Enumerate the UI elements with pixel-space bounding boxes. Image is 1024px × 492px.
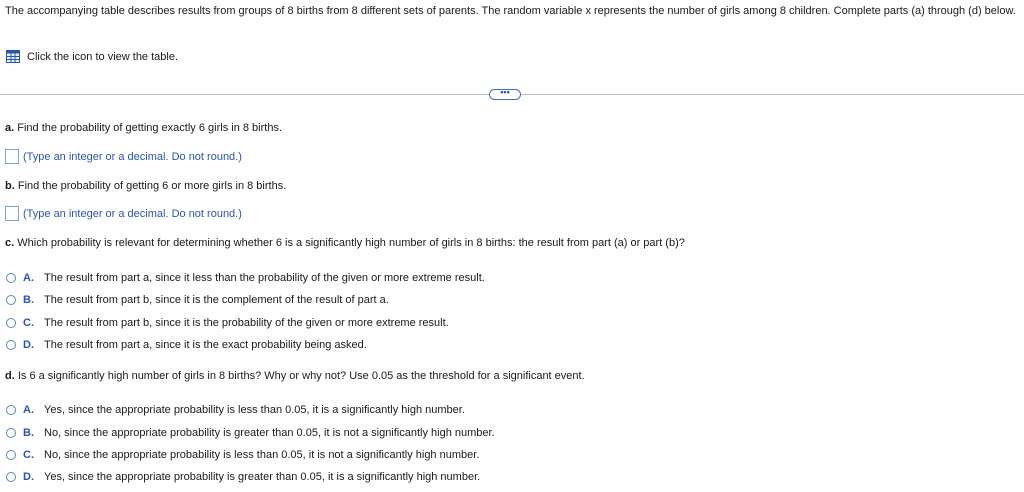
option-letter: C.: [23, 449, 34, 461]
option-text[interactable]: Yes, since the appropriate probability is less than 0.05, it is a significantly high number.: [44, 404, 465, 416]
option-letter: B.: [23, 294, 34, 306]
ellipsis-icon: •••: [500, 87, 510, 97]
part-b-answer-row: [5, 206, 242, 221]
part-d-option-a[interactable]: [6, 404, 465, 416]
part-b-answer-input[interactable]: [5, 206, 19, 221]
part-c-letter: c.: [5, 237, 15, 249]
option-letter: C.: [23, 317, 34, 329]
part-a-question: [5, 122, 282, 134]
option-letter: D.: [23, 471, 34, 483]
part-c-option-a[interactable]: [6, 272, 485, 284]
table-grid-icon[interactable]: [6, 50, 20, 63]
option-text[interactable]: The result from part b, since it is the probability of the given or more extreme result.: [44, 317, 449, 329]
part-d-option-b[interactable]: [6, 427, 495, 439]
radio-button[interactable]: [6, 318, 16, 328]
radio-button[interactable]: [6, 472, 16, 482]
part-d-option-d[interactable]: [6, 471, 480, 483]
part-a-text: Find the probability of getting exactly 6 girls in 8 births.: [17, 122, 282, 134]
part-c-question: [5, 237, 685, 249]
option-letter: A.: [23, 404, 34, 416]
part-d-text: Is 6 a significantly high number of girls in 8 births? Why or why not? Use 0.05 as the threshold for a significant event.: [17, 370, 585, 382]
option-text[interactable]: The result from part b, since it is the complement of the result of part a.: [44, 294, 389, 306]
part-c-option-c[interactable]: [6, 317, 449, 329]
option-text[interactable]: The result from part a, since it less than the probability of the given or more extreme result.: [44, 272, 485, 284]
part-a-answer-input[interactable]: [5, 149, 19, 164]
part-a-letter: a.: [5, 122, 15, 134]
part-c-option-d[interactable]: [6, 339, 367, 351]
option-text[interactable]: The result from part a, since it is the exact probability being asked.: [44, 339, 367, 351]
radio-button[interactable]: [6, 340, 16, 350]
radio-button[interactable]: [6, 428, 16, 438]
option-letter: A.: [23, 272, 34, 284]
option-letter: B.: [23, 427, 34, 439]
option-letter: D.: [23, 339, 34, 351]
radio-button[interactable]: [6, 273, 16, 283]
expand-more-button[interactable]: [489, 89, 521, 100]
radio-button[interactable]: [6, 450, 16, 460]
view-table-label[interactable]: Click the icon to view the table.: [27, 50, 179, 63]
part-d-question: [5, 370, 585, 382]
part-c-text: Which probability is relevant for determining whether 6 is a significantly high number of girls in 8 births: the result from part (a) or part (b)?: [17, 237, 685, 249]
problem-intro: The accompanying table describes results from groups of 8 births from 8 different sets of parents. The random variable x represents the number of girls among 8 children. Complete parts (a) through (d) below.: [5, 5, 1016, 17]
option-text[interactable]: No, since the appropriate probability is greater than 0.05, it is not a significantly high number.: [44, 427, 495, 439]
part-a-hint: (Type an integer or a decimal. Do not round.): [23, 150, 242, 163]
radio-button[interactable]: [6, 405, 16, 415]
part-c-option-b[interactable]: [6, 294, 389, 306]
part-b-letter: b.: [5, 180, 15, 192]
view-table-link[interactable]: [6, 50, 178, 63]
part-b-text: Find the probability of getting 6 or more girls in 8 births.: [17, 180, 287, 192]
option-text[interactable]: No, since the appropriate probability is less than 0.05, it is not a significantly high number.: [44, 449, 480, 461]
part-d-option-c[interactable]: [6, 449, 479, 461]
radio-button[interactable]: [6, 295, 16, 305]
part-b-question: [5, 180, 286, 192]
part-a-answer-row: [5, 149, 242, 164]
part-d-letter: d.: [5, 370, 15, 382]
option-text[interactable]: Yes, since the appropriate probability is greater than 0.05, it is a significantly high number.: [44, 471, 481, 483]
part-b-hint: (Type an integer or a decimal. Do not round.): [23, 207, 242, 220]
